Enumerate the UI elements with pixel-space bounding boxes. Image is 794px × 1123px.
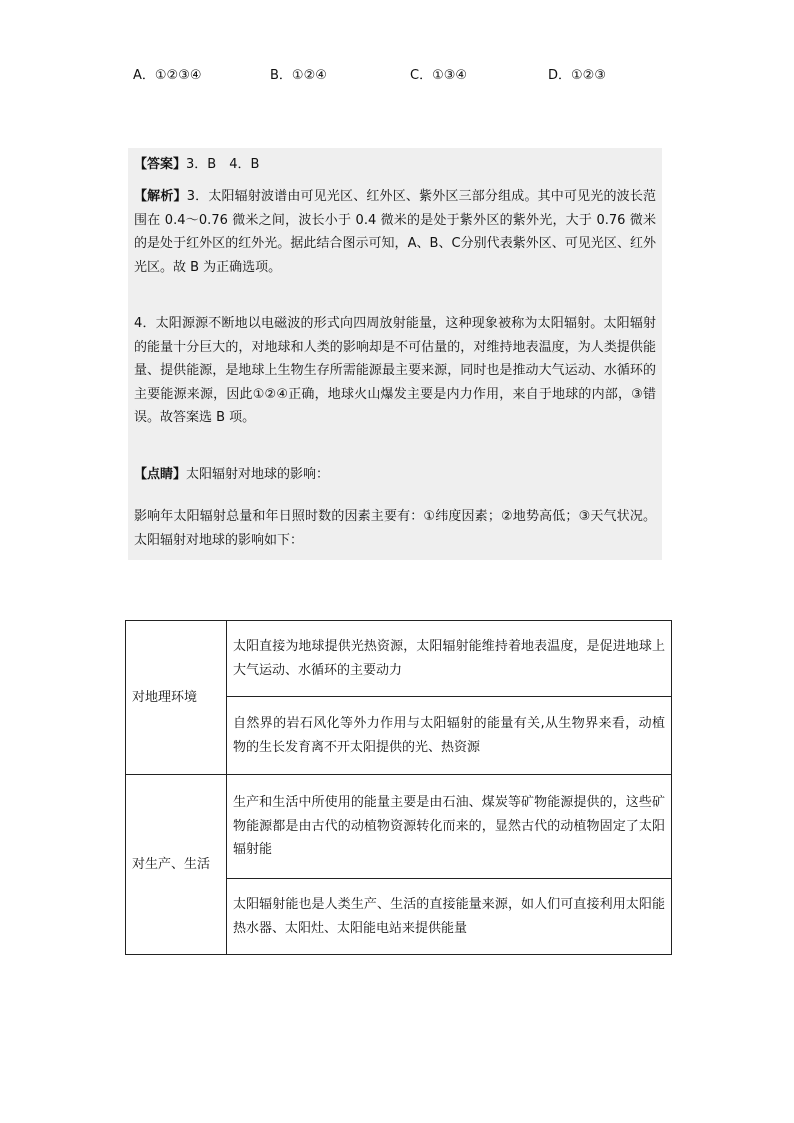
table-cell: 太阳直接为地球提供光热资源，太阳辐射能维持着地表温度，是促进地球上大气运动、水循环的主要动力 — [227, 621, 672, 697]
answer-options — [133, 66, 673, 86]
factors-text: 影响年太阳辐射总量和年日照时数的因素主要有：①纬度因素；②地势高低；③天气状况。太阳辐射对地球的影响如下： — [134, 509, 656, 548]
option-a: A．①②③④ — [133, 68, 202, 83]
table-cell: 生产和生活中所使用的能量主要是由石油、煤炭等矿物能源提供的，这些矿物能源都是由古代的动植物资源转化而来的，显然古代的动植物固定了太阳辐射能 — [227, 775, 672, 879]
point-text: 太阳辐射对地球的影响： — [186, 467, 330, 482]
point-line — [128, 460, 662, 500]
table-row — [126, 621, 672, 697]
analysis-q4 — [128, 312, 662, 460]
table-cell: 自然界的岩石风化等外力作用与太阳辐射的能量有关,从生物界来看，动植物的生长发育离不开太阳提供的光、热资源 — [227, 697, 672, 775]
analysis-q3 — [128, 185, 662, 303]
point-label: 【点睛】 — [134, 467, 187, 482]
impact-table — [125, 620, 672, 955]
category-geo: 对地理环境 — [126, 621, 227, 775]
table-cell: 太阳辐射能也是人类生产、生活的直接能量来源，如人们可直接利用太阳能热水器、太阳灶、太阳能电站来提供能量 — [227, 879, 672, 955]
answer-line — [128, 148, 662, 185]
answer-label: 【答案】 — [134, 157, 187, 172]
option-b: B．①②④ — [270, 68, 327, 83]
table-row — [126, 775, 672, 879]
analysis-q3-text: 3．太阳辐射波谱由可见光区、红外区、紫外区三部分组成。其中可见光的波长范围在 0.4～0.76 微米之间，波长小于 0.4 微米的是处于紫外区的紫外光，大于 0.76 微米的是处于红外区的红外光。据此结合图示可知，A、B、C分别代表紫外区、可见光区、红外光区。故 B 为正确选项。 — [134, 189, 656, 275]
answer-text: 3．B 4．B — [186, 157, 260, 172]
analysis-q4-text: 4．太阳源源不断地以电磁波的形式向四周放射能量，这种现象被称为太阳辐射。太阳辐射的能量十分巨大的，对地球和人类的影响却是不可估量的，对维持地表温度，为人类提供能量、提供能源，是地球上生物生存所需能源最主要来源，同时也是推动大气运动、水循环的主要能源来源，因此①②④正确，地球火山爆发主要是内力作用，来自于地球的内部，③错误。故答案选 B 项。 — [134, 316, 656, 425]
category-life: 对生产、生活 — [126, 775, 227, 955]
analysis-label: 【解析】 — [134, 189, 187, 204]
option-c: C．①③④ — [410, 68, 468, 83]
option-d: D．①②③ — [548, 68, 606, 83]
answer-explanation — [128, 148, 662, 560]
